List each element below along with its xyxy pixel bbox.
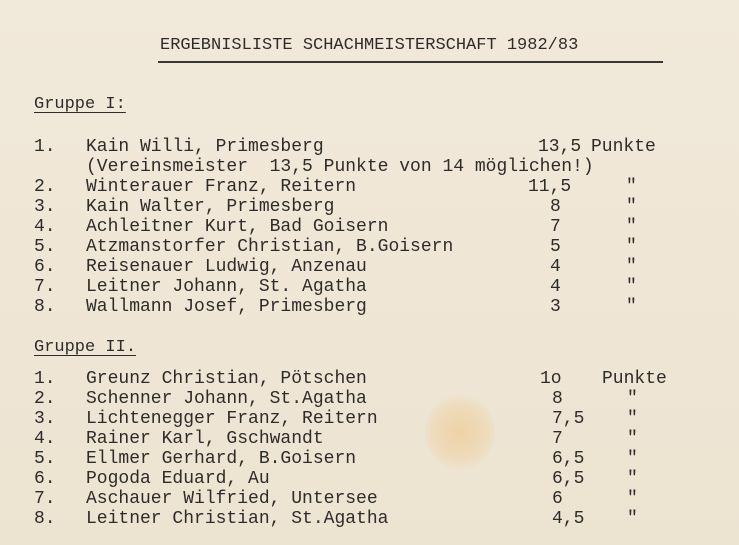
group1-points: 4 (550, 277, 561, 297)
group2-rank: 5. (34, 449, 56, 469)
group1-unit: " (626, 197, 637, 217)
group2-heading: Gruppe II. (34, 338, 137, 357)
group1-name: Achleitner Kurt, Bad Goisern (86, 217, 389, 237)
group2-rank: 7. (34, 489, 56, 509)
group1-champion-note: (Vereinsmeister 13,5 Punkte von 14 möglichen!) (86, 157, 594, 177)
group1-points: 8 (550, 197, 561, 217)
group2-unit: " (627, 469, 638, 489)
group2-name: Aschauer Wilfried, Untersee (86, 489, 378, 509)
group2-name: Greunz Christian, Pötschen (86, 369, 367, 389)
group2-name: Rainer Karl, Gschwandt (86, 429, 324, 449)
group2-rank: 1. (34, 369, 56, 389)
group2-points: 6 (552, 489, 563, 509)
group2-name: Schenner Johann, St.Agatha (86, 389, 367, 409)
group2-name: Leitner Christian, St.Agatha (86, 509, 389, 529)
group1-points: 7 (550, 217, 561, 237)
group2-points: 8 (552, 389, 563, 409)
title-underline (158, 61, 663, 63)
group2-points: 6,5 (552, 449, 585, 469)
group2-unit: " (627, 509, 638, 529)
group1-unit: " (626, 177, 637, 197)
group1-name: Winterauer Franz, Reitern (86, 177, 357, 197)
group1-rank: 2. (34, 177, 56, 197)
group1-rank: 8. (34, 297, 56, 317)
group1-rank: 7. (34, 277, 56, 297)
group1-points: 11,5 (528, 177, 572, 197)
group2-rank: 2. (34, 389, 56, 409)
coffee-stain (425, 395, 495, 470)
group1-points: 4 (550, 257, 561, 277)
group1-points: 13,5 (538, 137, 582, 157)
group1-name: Kain Walter, Primesberg (86, 197, 335, 217)
group2-points: 1o (540, 369, 562, 389)
group1-points: 3 (550, 297, 561, 317)
group2-rank: 6. (34, 469, 56, 489)
group1-rank: 6. (34, 257, 56, 277)
group2-unit: " (627, 449, 638, 469)
group1-unit: " (626, 277, 637, 297)
group2-points: 7,5 (552, 409, 585, 429)
group1-name: Wallmann Josef, Primesberg (86, 297, 367, 317)
group2-name: Lichtenegger Franz, Reitern (86, 409, 378, 429)
group1-rank: 1. (34, 137, 56, 157)
group2-rank: 8. (34, 509, 56, 529)
group1-heading: Gruppe I: (34, 95, 126, 114)
group2-points: 4,5 (552, 509, 585, 529)
group2-unit: " (627, 389, 638, 409)
group1-rank: 4. (34, 217, 56, 237)
group2-unit: " (627, 409, 638, 429)
group1-unit: Punkte (591, 137, 656, 157)
group1-unit: " (626, 297, 637, 317)
group1-rank: 3. (34, 197, 56, 217)
group2-name: Ellmer Gerhard, B.Goisern (86, 449, 357, 469)
group2-rank: 3. (34, 409, 56, 429)
group1-rank: 5. (34, 237, 56, 257)
group1-unit: " (626, 217, 637, 237)
group1-points: 5 (550, 237, 561, 257)
group1-name: Leitner Johann, St. Agatha (86, 277, 367, 297)
group2-rank: 4. (34, 429, 56, 449)
group2-name: Pogoda Eduard, Au (86, 469, 270, 489)
group1-unit: " (626, 237, 637, 257)
group1-name: Kain Willi, Primesberg (86, 137, 324, 157)
document-title: ERGEBNISLISTE SCHACHMEISTERSCHAFT 1982/83 (160, 36, 579, 55)
group2-unit: " (627, 429, 638, 449)
group1-name: Reisenauer Ludwig, Anzenau (86, 257, 367, 277)
group1-name: Atzmanstorfer Christian, B.Goisern (86, 237, 454, 257)
group2-points: 6,5 (552, 469, 585, 489)
group2-unit: Punkte (602, 369, 667, 389)
group2-unit: " (627, 489, 638, 509)
group2-points: 7 (552, 429, 563, 449)
group1-unit: " (626, 257, 637, 277)
